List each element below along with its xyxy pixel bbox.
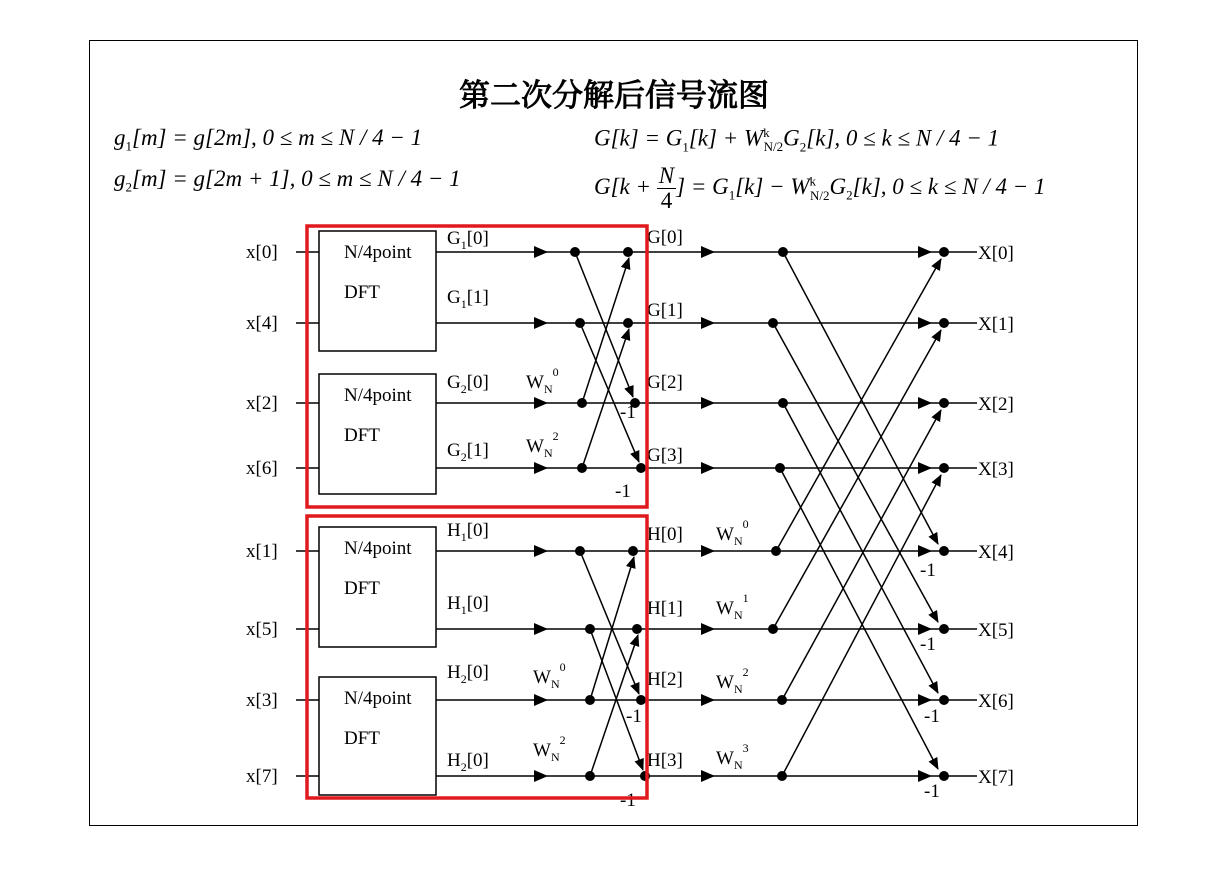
output-arrow-4	[918, 545, 932, 557]
dft-box-label-3: N/4point	[344, 688, 412, 709]
input-label-3: x[6]	[246, 458, 278, 479]
stage2-label-0: G[0]	[647, 227, 683, 248]
dft-box-label-0: N/4point	[344, 242, 412, 263]
input-label-5: x[5]	[246, 619, 278, 640]
stage1-twiddle-3: $W_N^2$	[533, 733, 566, 764]
output-node-6	[939, 695, 949, 705]
stage2-cross-down-1	[773, 323, 938, 622]
stage1-minus-one-3: -1	[620, 790, 636, 811]
stage1-arrow-7	[534, 770, 548, 782]
stage1-arrow-1	[534, 317, 548, 329]
input-label-4: x[1]	[246, 541, 278, 562]
stage1-node-left-6	[585, 695, 595, 705]
stage1-node-left-1	[575, 318, 585, 328]
output-node-3	[939, 463, 949, 473]
formula-g1: $g_1[m] = g[2m]$, 0 ≤ m ≤ N / 4 − 1	[114, 125, 423, 154]
stage1-minus-one-0: -1	[620, 402, 636, 423]
stage1-node-right-4	[628, 546, 638, 556]
stage1-node-left-0	[570, 247, 580, 257]
output-arrow-1	[918, 317, 932, 329]
stage1-node-left-2	[577, 398, 587, 408]
output-arrow-6	[918, 694, 932, 706]
stage1-label-4: $H_1[0]$	[447, 520, 489, 544]
output-node-0	[939, 247, 949, 257]
stage2-node-left-4	[771, 546, 781, 556]
stage1-node-right-5	[632, 624, 642, 634]
output-label-0: X[0]	[978, 243, 1014, 264]
stage2-cross-down-0	[783, 252, 938, 544]
stage2-label-4: H[0]	[647, 524, 683, 545]
stage2-label-5: H[1]	[647, 598, 683, 619]
stage2-node-left-7	[777, 771, 787, 781]
stage2-minus-one-1: -1	[920, 634, 936, 655]
output-node-5	[939, 624, 949, 634]
stage2-twiddle-2: $W_N^2$	[716, 665, 749, 696]
stage2-twiddle-3: $W_N^3$	[716, 741, 749, 772]
stage1-node-left-4	[575, 546, 585, 556]
output-label-4: X[4]	[978, 542, 1014, 563]
dft-box-sub-label-3: DFT	[344, 728, 380, 749]
dft-box-sub-label-1: DFT	[344, 425, 380, 446]
output-node-4	[939, 546, 949, 556]
stage2-label-3: G[3]	[647, 445, 683, 466]
stage1-node-right-6	[636, 695, 646, 705]
stage1-node-right-1	[623, 318, 633, 328]
input-label-2: x[2]	[246, 393, 278, 414]
stage2-node-left-2	[778, 398, 788, 408]
stage1-arrow-4	[534, 545, 548, 557]
stage1-node-left-3	[577, 463, 587, 473]
stage2-arrow-5	[701, 623, 715, 635]
stage2-node-left-1	[768, 318, 778, 328]
input-label-1: x[4]	[246, 313, 278, 334]
output-node-1	[939, 318, 949, 328]
dft-box-sub-label-0: DFT	[344, 282, 380, 303]
stage2-label-6: H[2]	[647, 669, 683, 690]
stage1-label-2: $G_2[0]$	[447, 372, 489, 396]
stage1-label-7: $H_2[0]$	[447, 750, 489, 774]
stage1-node-right-3	[636, 463, 646, 473]
stage2-node-left-5	[768, 624, 778, 634]
stage2-arrow-4	[701, 545, 715, 557]
input-label-7: x[7]	[246, 766, 278, 787]
stage1-arrow-2	[534, 397, 548, 409]
stage2-twiddle-0: $W_N^0$	[716, 517, 749, 548]
stage2-arrow-1	[701, 317, 715, 329]
output-label-7: X[7]	[978, 767, 1014, 788]
stage1-node-left-5	[585, 624, 595, 634]
highlight-box-g	[307, 226, 647, 507]
stage2-cross-down-3	[780, 468, 938, 769]
stage2-arrow-3	[701, 462, 715, 474]
stage1-label-5: $H_1[0]$	[447, 593, 489, 617]
stage2-label-2: G[2]	[647, 372, 683, 393]
output-label-5: X[5]	[978, 620, 1014, 641]
stage2-cross-up-1	[773, 330, 941, 629]
stage1-label-1: $G_1[1]$	[447, 287, 489, 311]
stage2-node-left-0	[778, 247, 788, 257]
stage2-minus-one-2: -1	[924, 706, 940, 727]
output-label-3: X[3]	[978, 459, 1014, 480]
dft-box-sub-label-2: DFT	[344, 578, 380, 599]
formula-g2: $g_2[m] = g[2m + 1]$, 0 ≤ m ≤ N / 4 − 1	[114, 166, 461, 195]
stage2-arrow-0	[701, 246, 715, 258]
stage2-label-1: G[1]	[647, 300, 683, 321]
dft-box-label-2: N/4point	[344, 538, 412, 559]
stage2-cross-down-2	[783, 403, 938, 693]
stage1-cross-down-1	[580, 323, 639, 462]
formula-G-k-plus-N4: G[k + $\frac{N}{4}$ ] = $G_1[k] - W^k_{N/2}G_2[k]$, 0 ≤ k ≤ N / 4 − 1	[594, 163, 1046, 214]
stage2-cross-up-2	[782, 410, 941, 700]
stage1-minus-one-1: -1	[615, 481, 631, 502]
output-label-1: X[1]	[978, 314, 1014, 335]
stage1-twiddle-0: $W_N^0$	[526, 365, 559, 396]
input-label-6: x[3]	[246, 690, 278, 711]
stage1-cross-down-2	[580, 551, 639, 694]
formula-G-k: $G[k] = G_1[k] + W^k_{N/2}G_2[k]$, 0 ≤ k ≤ N / 4 − 1	[594, 125, 1000, 155]
stage2-node-left-6	[777, 695, 787, 705]
stage1-arrow-5	[534, 623, 548, 635]
page-title: 第二次分解后信号流图	[459, 78, 769, 114]
stage1-arrow-0	[534, 246, 548, 258]
stage1-twiddle-1: $W_N^2$	[526, 429, 559, 460]
stage2-twiddle-1: $W_N^1$	[716, 591, 749, 622]
stage1-label-6: $H_2[0]$	[447, 662, 489, 686]
stage1-node-right-0	[623, 247, 633, 257]
stage2-label-7: H[3]	[647, 750, 683, 771]
stage1-arrow-3	[534, 462, 548, 474]
stage1-minus-one-2: -1	[626, 706, 642, 727]
dft-box-label-1: N/4point	[344, 385, 412, 406]
stage1-label-0: $G_1[0]$	[447, 228, 489, 252]
input-label-0: x[0]	[246, 242, 278, 263]
stage2-minus-one-3: -1	[924, 781, 940, 802]
stage2-node-left-3	[775, 463, 785, 473]
output-node-7	[939, 771, 949, 781]
fraction-n-over-4: $\frac{N}{4}$	[658, 163, 675, 214]
output-label-6: X[6]	[978, 691, 1014, 712]
output-arrow-0	[918, 246, 932, 258]
output-label-2: X[2]	[978, 394, 1014, 415]
stage1-node-left-7	[585, 771, 595, 781]
stage1-label-3: $G_2[1]$	[447, 440, 489, 464]
output-arrow-3	[918, 462, 932, 474]
stage2-minus-one-0: -1	[920, 560, 936, 581]
stage2-arrow-6	[701, 694, 715, 706]
output-node-2	[939, 398, 949, 408]
stage2-arrow-7	[701, 770, 715, 782]
output-arrow-2	[918, 397, 932, 409]
stage1-cross-up-1	[582, 329, 629, 468]
stage1-arrow-6	[534, 694, 548, 706]
stage1-twiddle-2: $W_N^0$	[533, 660, 566, 691]
stage2-arrow-2	[701, 397, 715, 409]
